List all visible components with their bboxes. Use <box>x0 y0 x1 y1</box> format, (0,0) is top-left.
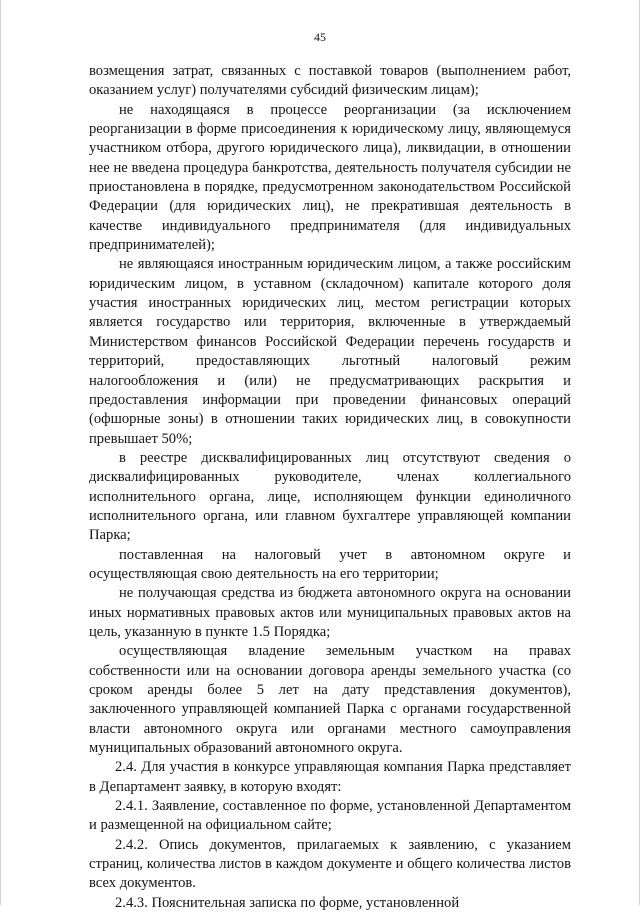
document-body <box>89 62 571 913</box>
paragraph: не являющаяся иностранным юридическим лицом, а также российским юридическим лицом, в уставном (складочном) капитале которого доля участия иностранных юридических лиц, местом регистрации которых является государство или территория, включенные в утверждаемый Министерством финансов Российской Федерации перечень государств и территорий, предоставляющих льготный налоговый режим налогообложения и (или) не предусматривающих раскрытия и предоставления информации при проведении финансовых операций (офшорные зоны) в отношении таких юридических лиц, в совокупности превышает 50%; <box>89 256 571 447</box>
scan-left-edge <box>0 0 1 905</box>
paragraph: поставленная на налоговый учет в автономном округе и осуществляющая свою деятельность на его территории; <box>89 546 571 582</box>
paragraph: возмещения затрат, связанных с поставкой товаров (выполнением работ, оказанием услуг) получателями субсидий физическим лицам); <box>89 63 571 99</box>
paragraph: 2.4.2. Опись документов, прилагаемых к заявлению, с указанием страниц, количества листов в каждом документе и общего количества листов всех документов. <box>89 836 571 892</box>
paragraph: не получающая средства из бюджета автономного округа на основании иных нормативных правовых актов или муниципальных правовых актов на цель, указанную в пункте 1.5 Порядка; <box>89 585 571 640</box>
paragraph: 2.4. Для участия в конкурсе управляющая компания Парка представляет в Департамент заявку, в которую входят: <box>89 759 571 795</box>
paragraph: осуществляющая владение земельным участком на правах собственности или на основании договора аренды земельного участка (со сроком аренды более 5 лет на дату представления документов), заключенного управляющей компанией Парка с органами государственной власти автономного округа или органами местного самоуправления муниципальных образований автономного округа. <box>89 643 571 757</box>
paragraph: 2.4.3. Пояснительная записка по форме, установленной <box>115 894 460 911</box>
paragraph: 2.4.1. Заявление, составленное по форме, установленной Департаментом и размещенной на официальном сайте; <box>89 798 571 834</box>
page-number: 45 <box>314 30 326 44</box>
paragraph: не находящаяся в процессе реорганизации (за исключением реорганизации в форме присоединения к юридическому лицу, являющемуся участником отбора, другого юридического лица), ликвидации, в отношении нее не введена процедура банкротства, деятельность получателя субсидии не приостановлена в порядке, предусмотренном законодательством Российской Федерации (для юридических лиц), не прекратившая деятельность в качестве индивидуального предпринимателя (для индивидуальных предпринимателей); <box>89 101 571 254</box>
paragraph: в реестре дисквалифицированных лиц отсутствуют сведения о дисквалифицированных руководителе, членах коллегиального исполнительного органа, лице, исполняющем функции единоличного исполнительного органа, или главном бухгалтере управляющей компании Парка; <box>89 449 571 544</box>
